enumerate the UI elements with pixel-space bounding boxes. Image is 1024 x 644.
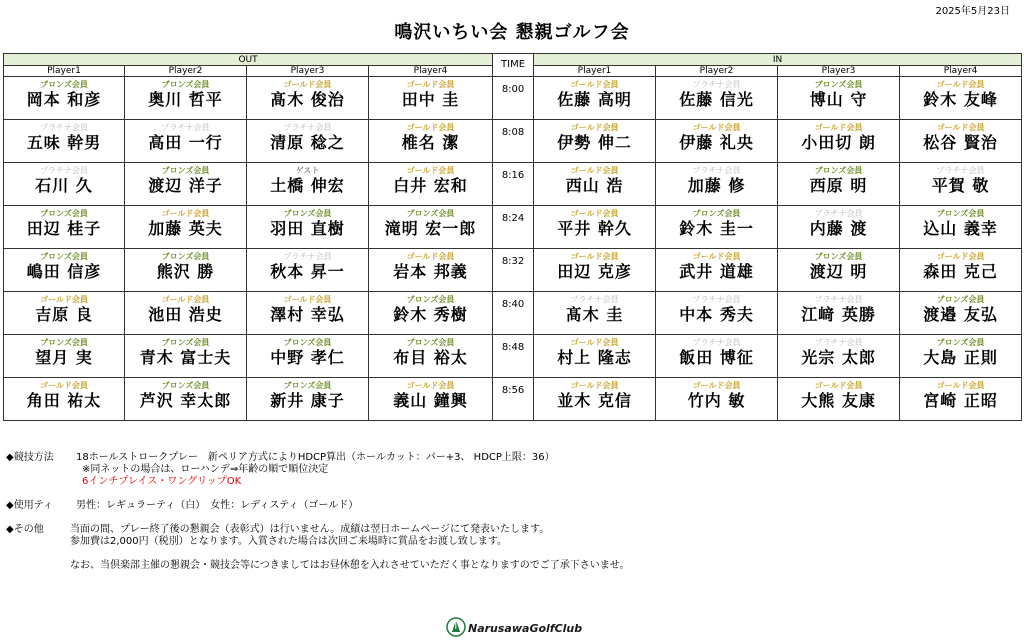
player-name: 布目 裕太 [393, 348, 468, 367]
player-name: 羽田 直樹 [270, 219, 345, 238]
player-cell [534, 292, 656, 335]
player-name: 平井 幹久 [557, 219, 632, 238]
player-cell [4, 120, 125, 163]
membership-label: ゴールド会員 [692, 381, 741, 390]
in-player4-header: Player4 [900, 66, 1022, 77]
player-cell [247, 378, 369, 421]
other-line1: 当面の間、プレー終了後の懇親会（表彰式）は行いません。成績は翌日ホームページにて発表いたします。 [70, 524, 550, 535]
player-cell [125, 163, 247, 206]
player-name: 田辺 克彦 [557, 262, 632, 281]
player-name: 石川 久 [35, 176, 93, 195]
player-cell [900, 378, 1022, 421]
player-name: 清原 稔之 [270, 133, 345, 152]
notes-section [6, 452, 1006, 572]
player-name: 光宗 太郎 [801, 348, 876, 367]
player-cell [125, 120, 247, 163]
tee-time-cell [493, 335, 534, 378]
player-cell [900, 77, 1022, 120]
player-name: 秋本 昇一 [270, 262, 345, 281]
membership-label: ゴールド会員 [936, 123, 985, 132]
player-cell [900, 292, 1022, 335]
player-cell [125, 292, 247, 335]
player-cell [4, 206, 125, 249]
membership-label: ゴールド会員 [406, 252, 455, 261]
membership-label: ブロンズ会員 [40, 252, 88, 261]
player-cell [125, 206, 247, 249]
membership-label: ブロンズ会員 [406, 295, 455, 304]
player-name: 岩本 邦義 [393, 262, 468, 281]
player-cell [247, 77, 369, 120]
membership-label: ゴールド会員 [406, 80, 455, 89]
player-cell [534, 77, 656, 120]
method-line2: ※同ネットの場合は、ローハンデ⇒年齢の順で順位決定 [82, 464, 329, 475]
tee-time: 8:40 [501, 299, 525, 310]
out-player1-header: Player1 [4, 66, 125, 77]
membership-label: ゴールド会員 [570, 209, 619, 218]
player-cell [125, 378, 247, 421]
method-line1: 18ホールストロークプレー 新ペリア方式によりHDCP算出（ホールカット：パー+3、 HDCP上限：36） [76, 452, 555, 463]
player-cell [900, 249, 1022, 292]
player-name: 熊沢 勝 [156, 262, 215, 281]
player-name: 望月 実 [35, 348, 93, 367]
tee-time: 8:24 [501, 213, 525, 224]
player-cell [900, 206, 1022, 249]
golf-club-emblem-icon [446, 612, 466, 642]
player-cell [125, 77, 247, 120]
membership-label: プラチナ会員 [936, 166, 985, 175]
membership-label: ブロンズ会員 [161, 381, 210, 390]
tee-time: 8:00 [501, 84, 525, 95]
player-name: 並木 克信 [557, 391, 632, 410]
player-name: 岡本 和彦 [26, 90, 102, 109]
tee-time-row [4, 292, 1022, 335]
player-name: 佐藤 信光 [679, 90, 754, 109]
player-name: 白井 宏和 [393, 176, 468, 195]
player-cell [4, 378, 125, 421]
player-cell [900, 335, 1022, 378]
membership-label: ゴールド会員 [161, 209, 210, 218]
player-name: 伊藤 礼央 [679, 133, 754, 152]
tee-text: 男性：レギュラーティ（白） 女性：レディスティ（ゴールド） [76, 500, 359, 511]
player-name: 宮崎 正昭 [923, 391, 998, 410]
player-name: 義山 鐘興 [393, 391, 468, 410]
document-date: 2025年5月23日 [935, 6, 1010, 17]
out-section-header: OUT [4, 54, 493, 66]
player-name: 佐藤 高明 [557, 90, 632, 109]
player-name: 鈴木 圭一 [679, 219, 754, 238]
player-cell [4, 77, 125, 120]
membership-label: ブロンズ会員 [936, 209, 985, 218]
player-name: 池田 浩史 [148, 305, 223, 324]
membership-label: ゴールド会員 [936, 80, 985, 89]
tee-time-cell [493, 378, 534, 421]
tee-time-row [4, 120, 1022, 163]
player-cell [369, 163, 493, 206]
page-title: 鳴沢いちい会 懇親ゴルフ会 [394, 22, 630, 43]
membership-label: ブロンズ会員 [692, 209, 741, 218]
player-name: 中本 秀夫 [679, 305, 754, 324]
membership-label: ゴールド会員 [692, 252, 741, 261]
player-name: 角田 祐太 [26, 391, 102, 410]
membership-label: ゴールド会員 [570, 381, 619, 390]
player-cell [778, 378, 900, 421]
player-cell [656, 120, 778, 163]
membership-label: プラチナ会員 [692, 166, 741, 175]
player-name: 中野 孝仁 [270, 348, 345, 367]
player-cell [247, 335, 369, 378]
player-name: 渡邉 友弘 [923, 305, 998, 324]
player-name: 鈴木 秀樹 [393, 305, 468, 324]
player-name: 渡辺 洋子 [148, 176, 223, 195]
pairings-table [3, 53, 1022, 421]
tee-time: 8:16 [501, 170, 525, 181]
membership-label: ゴールド会員 [814, 123, 863, 132]
player-cell [4, 163, 125, 206]
membership-label: ゴールド会員 [283, 80, 332, 89]
player-cell [778, 77, 900, 120]
tee-time: 8:56 [501, 385, 525, 396]
membership-label: プラチナ会員 [283, 123, 332, 132]
player-name: 加藤 英夫 [148, 219, 223, 238]
player-name: 鈴木 友峰 [923, 90, 998, 109]
player-cell [656, 378, 778, 421]
pairings-body [4, 77, 1022, 421]
membership-label: プラチナ会員 [283, 252, 332, 261]
membership-label: ブロンズ会員 [936, 338, 985, 347]
tee-time: 8:32 [501, 256, 525, 267]
player-cell [4, 335, 125, 378]
player-name: 小田切 朗 [801, 133, 876, 152]
tee-time: 8:48 [501, 342, 525, 353]
membership-label: ブロンズ会員 [406, 338, 455, 347]
player-name: 田辺 桂子 [26, 219, 102, 238]
membership-label: ブロンズ会員 [406, 209, 455, 218]
membership-label: ゴールド会員 [40, 295, 88, 304]
player-cell [656, 163, 778, 206]
player-cell [369, 249, 493, 292]
out-player2-header: Player2 [125, 66, 247, 77]
player-name: 森田 克己 [923, 262, 998, 281]
player-cell [900, 163, 1022, 206]
tee-time-row [4, 77, 1022, 120]
membership-label: ゴールド会員 [406, 123, 455, 132]
membership-label: ブロンズ会員 [40, 338, 88, 347]
player-cell [534, 120, 656, 163]
membership-label: プラチナ会員 [692, 295, 741, 304]
player-name: 椎名 潔 [401, 133, 460, 152]
membership-label: プラチナ会員 [814, 338, 863, 347]
player-cell [778, 163, 900, 206]
tee-time-cell [493, 163, 534, 206]
tee-label: ◆使用ティ [6, 500, 53, 511]
in-player2-header: Player2 [656, 66, 778, 77]
membership-label: プラチナ会員 [161, 123, 210, 132]
membership-label: ゴールド会員 [814, 381, 863, 390]
player-name: 博山 守 [809, 90, 868, 109]
tee-time-cell [493, 77, 534, 120]
tee-time-row [4, 335, 1022, 378]
membership-label: プラチナ会員 [570, 295, 619, 304]
membership-label: ブロンズ会員 [161, 252, 210, 261]
player-cell [247, 249, 369, 292]
time-header: TIME [493, 54, 534, 77]
player-name: 込山 義幸 [923, 219, 998, 238]
player-name: 田中 圭 [401, 90, 460, 109]
membership-label: ゴールド会員 [692, 123, 741, 132]
player-name: 五味 幹男 [26, 133, 102, 152]
tee-time: 8:08 [501, 127, 525, 138]
player-name: 青木 富士夫 [139, 348, 232, 367]
player-name: 平賀 敬 [931, 176, 990, 195]
player-cell [369, 335, 493, 378]
method-line3: 6インチプレイス・ワングリップOK [82, 476, 242, 487]
membership-label: ゴールド会員 [570, 80, 619, 89]
in-player3-header: Player3 [778, 66, 900, 77]
membership-label: プラチナ会員 [814, 295, 863, 304]
membership-label: ゴールド会員 [406, 381, 455, 390]
player-name: 江﨑 英勝 [801, 305, 876, 324]
in-section-header: IN [534, 54, 1022, 66]
player-cell [369, 378, 493, 421]
player-cell [778, 120, 900, 163]
player-cell [534, 163, 656, 206]
player-cell [778, 249, 900, 292]
player-cell [125, 249, 247, 292]
player-cell [778, 335, 900, 378]
player-cell [534, 249, 656, 292]
player-cell [900, 120, 1022, 163]
membership-label: ブロンズ会員 [283, 338, 332, 347]
player-cell [125, 335, 247, 378]
player-name: 武井 道雄 [679, 262, 754, 281]
membership-label: ブロンズ会員 [161, 338, 210, 347]
club-logo [446, 612, 583, 642]
player-cell [247, 120, 369, 163]
membership-label: ゴールド会員 [936, 252, 985, 261]
player-name: 髙木 圭 [565, 305, 624, 324]
player-name: 芦沢 幸太郎 [139, 391, 232, 410]
membership-label: ゲスト [295, 166, 320, 175]
player-cell [4, 292, 125, 335]
membership-label: ブロンズ会員 [161, 80, 210, 89]
player-name: 村上 隆志 [557, 348, 632, 367]
player-name: 伊勢 伸二 [557, 133, 632, 152]
player-cell [369, 292, 493, 335]
membership-label: プラチナ会員 [814, 209, 863, 218]
membership-label: ゴールド会員 [161, 295, 210, 304]
membership-label: プラチナ会員 [40, 123, 88, 132]
player-cell [656, 77, 778, 120]
player-name: 内藤 渡 [809, 219, 868, 238]
player-cell [247, 206, 369, 249]
player-cell [778, 206, 900, 249]
membership-label: ゴールド会員 [570, 338, 619, 347]
membership-label: ブロンズ会員 [814, 252, 863, 261]
player-name: 竹内 敏 [687, 391, 746, 410]
player-cell [4, 249, 125, 292]
player-name: 嶋田 信彦 [26, 262, 102, 281]
other-label: ◆その他 [6, 524, 44, 535]
method-label: ◆競技方法 [6, 452, 54, 463]
tee-time-row [4, 206, 1022, 249]
tee-time-cell [493, 292, 534, 335]
membership-label: プラチナ会員 [40, 166, 88, 175]
other-line3: なお、当倶楽部主催の懇親会・競技会等につきましてはお昼休憩を入れさせていただく事となりますのでご了承下さいませ。 [70, 560, 630, 571]
player-cell [656, 206, 778, 249]
membership-label: ゴールド会員 [40, 381, 88, 390]
player-name: 加藤 修 [687, 176, 746, 195]
player-cell [656, 292, 778, 335]
out-player3-header: Player3 [247, 66, 369, 77]
membership-label: プラチナ会員 [692, 338, 741, 347]
player-name: 新井 康子 [270, 391, 345, 410]
player-name: 奥川 哲平 [148, 90, 223, 109]
other-line2: 参加費は2,000円（税別）となります。入賞された場合は次回ご来場時に賞品をお渡し致します。 [70, 536, 508, 547]
player-cell [656, 249, 778, 292]
player-name: 吉原 良 [35, 305, 93, 324]
player-name: 澤村 幸弘 [270, 305, 345, 324]
membership-label: プラチナ会員 [692, 80, 741, 89]
tee-time-cell [493, 206, 534, 249]
membership-label: ブロンズ会員 [814, 166, 863, 175]
player-name: 大熊 友康 [801, 391, 876, 410]
player-name: 滝明 宏一郎 [384, 219, 477, 238]
membership-label: ブロンズ会員 [40, 209, 88, 218]
player-name: 土橋 伸宏 [270, 176, 345, 195]
membership-label: ゴールド会員 [570, 166, 619, 175]
in-player1-header: Player1 [534, 66, 656, 77]
player-cell [656, 335, 778, 378]
player-cell [534, 378, 656, 421]
membership-label: ブロンズ会員 [814, 80, 863, 89]
player-name: 飯田 博征 [679, 348, 754, 367]
tee-time-cell [493, 249, 534, 292]
player-cell [534, 335, 656, 378]
player-name: 大島 正則 [923, 348, 998, 367]
membership-label: ゴールド会員 [936, 381, 985, 390]
out-player4-header: Player4 [369, 66, 493, 77]
tee-time-row [4, 378, 1022, 421]
player-cell [247, 163, 369, 206]
membership-label: ゴールド会員 [283, 295, 332, 304]
player-name: 渡辺 明 [809, 262, 868, 281]
player-cell [534, 206, 656, 249]
membership-label: ゴールド会員 [406, 166, 455, 175]
player-cell [369, 206, 493, 249]
player-name: 西原 明 [809, 176, 868, 195]
membership-label: ブロンズ会員 [161, 166, 210, 175]
player-cell [369, 120, 493, 163]
membership-label: ブロンズ会員 [936, 295, 985, 304]
membership-label: ブロンズ会員 [283, 209, 332, 218]
player-name: 高田 一行 [148, 133, 223, 152]
tee-time-row [4, 249, 1022, 292]
tee-time-row [4, 163, 1022, 206]
tee-time-cell [493, 120, 534, 163]
membership-label: ブロンズ会員 [40, 80, 88, 89]
membership-label: ゴールド会員 [570, 252, 619, 261]
membership-label: ゴールド会員 [570, 123, 619, 132]
membership-label: ブロンズ会員 [283, 381, 332, 390]
player-name: 髙木 俊治 [270, 90, 345, 109]
player-name: 松谷 賢治 [923, 133, 998, 152]
player-name: 西山 浩 [565, 176, 624, 195]
player-cell [369, 77, 493, 120]
club-logo-text: NarusawaGolfClub [468, 622, 583, 635]
player-cell [778, 292, 900, 335]
player-cell [247, 292, 369, 335]
